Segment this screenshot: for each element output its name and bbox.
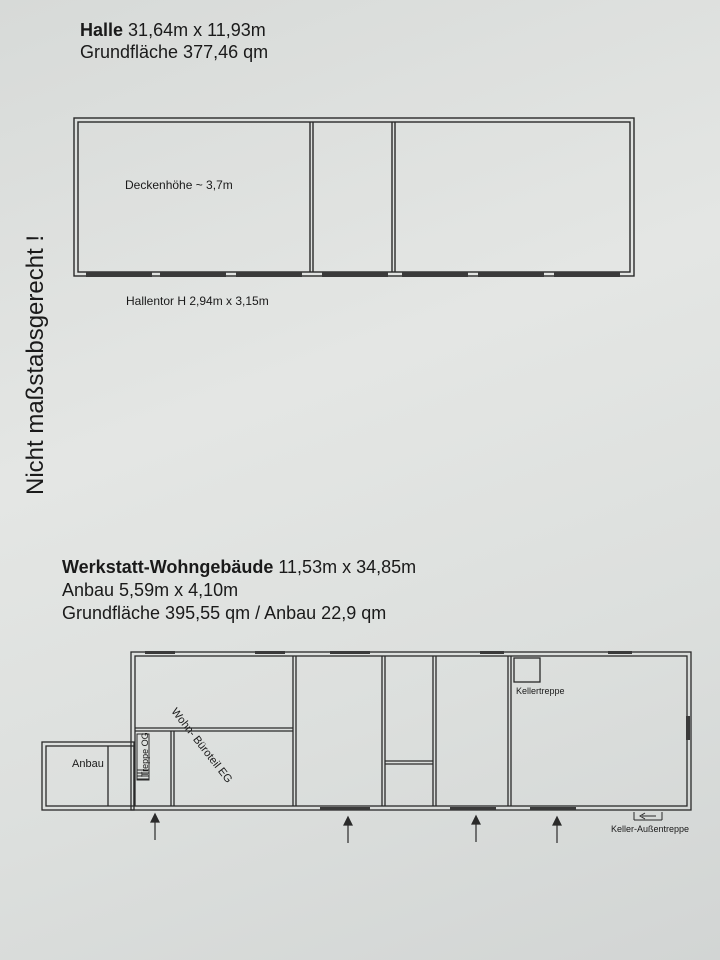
hallentor-5 — [402, 272, 468, 277]
anbau-outer-wall — [42, 742, 134, 810]
hallentor-4 — [322, 272, 388, 277]
keller-aussen-stairs — [634, 812, 662, 820]
werkstatt-header — [62, 557, 416, 577]
halle-plan — [74, 118, 634, 276]
hallentor-1 — [86, 272, 152, 277]
door-bottom-2 — [450, 807, 496, 810]
anbau-inner-wall — [46, 746, 134, 806]
werkstatt-area: Grundfläche 395,55 qm / Anbau 22,9 qm — [62, 603, 387, 623]
arrow-2-head — [344, 817, 352, 825]
halle-gates — [86, 272, 620, 277]
entrance-arrows — [151, 814, 561, 843]
anbau-label: Anbau — [72, 758, 104, 770]
kellertreppe-box — [514, 658, 540, 682]
hallentor-7 — [554, 272, 620, 277]
door-bottom-3 — [530, 807, 576, 810]
keller-aussentreppe-label: Keller-Außentreppe — [611, 824, 690, 834]
werkstatt-dimensions: 11,53m x 34,85m — [278, 557, 417, 577]
ceiling-height-label: Deckenhöhe ~ 3,7m — [125, 178, 233, 192]
hallentor-6 — [478, 272, 544, 277]
halle-dimensions: 31,64m x 11,93m — [128, 20, 266, 40]
hallentor-3 — [236, 272, 302, 277]
wohn-buro-label: Wohn- Büroteil EG — [168, 706, 235, 786]
arrow-4-head — [553, 817, 561, 825]
werkstatt-name: Werkstatt-Wohngebäude — [62, 557, 274, 577]
halle-area: Grundfläche 377,46 qm — [80, 42, 269, 62]
kellertreppe-label: Kellertreppe — [516, 686, 565, 696]
werkstatt-plan — [42, 652, 691, 810]
hallentor-2 — [160, 272, 226, 277]
window-top-1 — [145, 651, 175, 654]
arrow-3-head — [472, 816, 480, 824]
window-top-4 — [480, 651, 504, 654]
anbau-dimensions: Anbau 5,59m x 4,10m — [62, 580, 239, 600]
door-bottom-1 — [320, 807, 370, 810]
arrow-1-head — [151, 814, 159, 822]
halle-inner-wall — [78, 122, 630, 272]
treppe-og-label: Treppe OG — [140, 732, 150, 777]
not-to-scale-note: Nicht maßstabsgerecht ! — [22, 234, 49, 495]
halle-name: Halle — [80, 20, 124, 40]
window-top-3 — [330, 651, 370, 654]
window-top-2 — [255, 651, 285, 654]
hallentor-label: Hallentor H 2,94m x 3,15m — [126, 294, 269, 308]
window-top-5 — [608, 651, 632, 654]
window-right — [686, 716, 690, 740]
halle-outer-wall — [74, 118, 634, 276]
